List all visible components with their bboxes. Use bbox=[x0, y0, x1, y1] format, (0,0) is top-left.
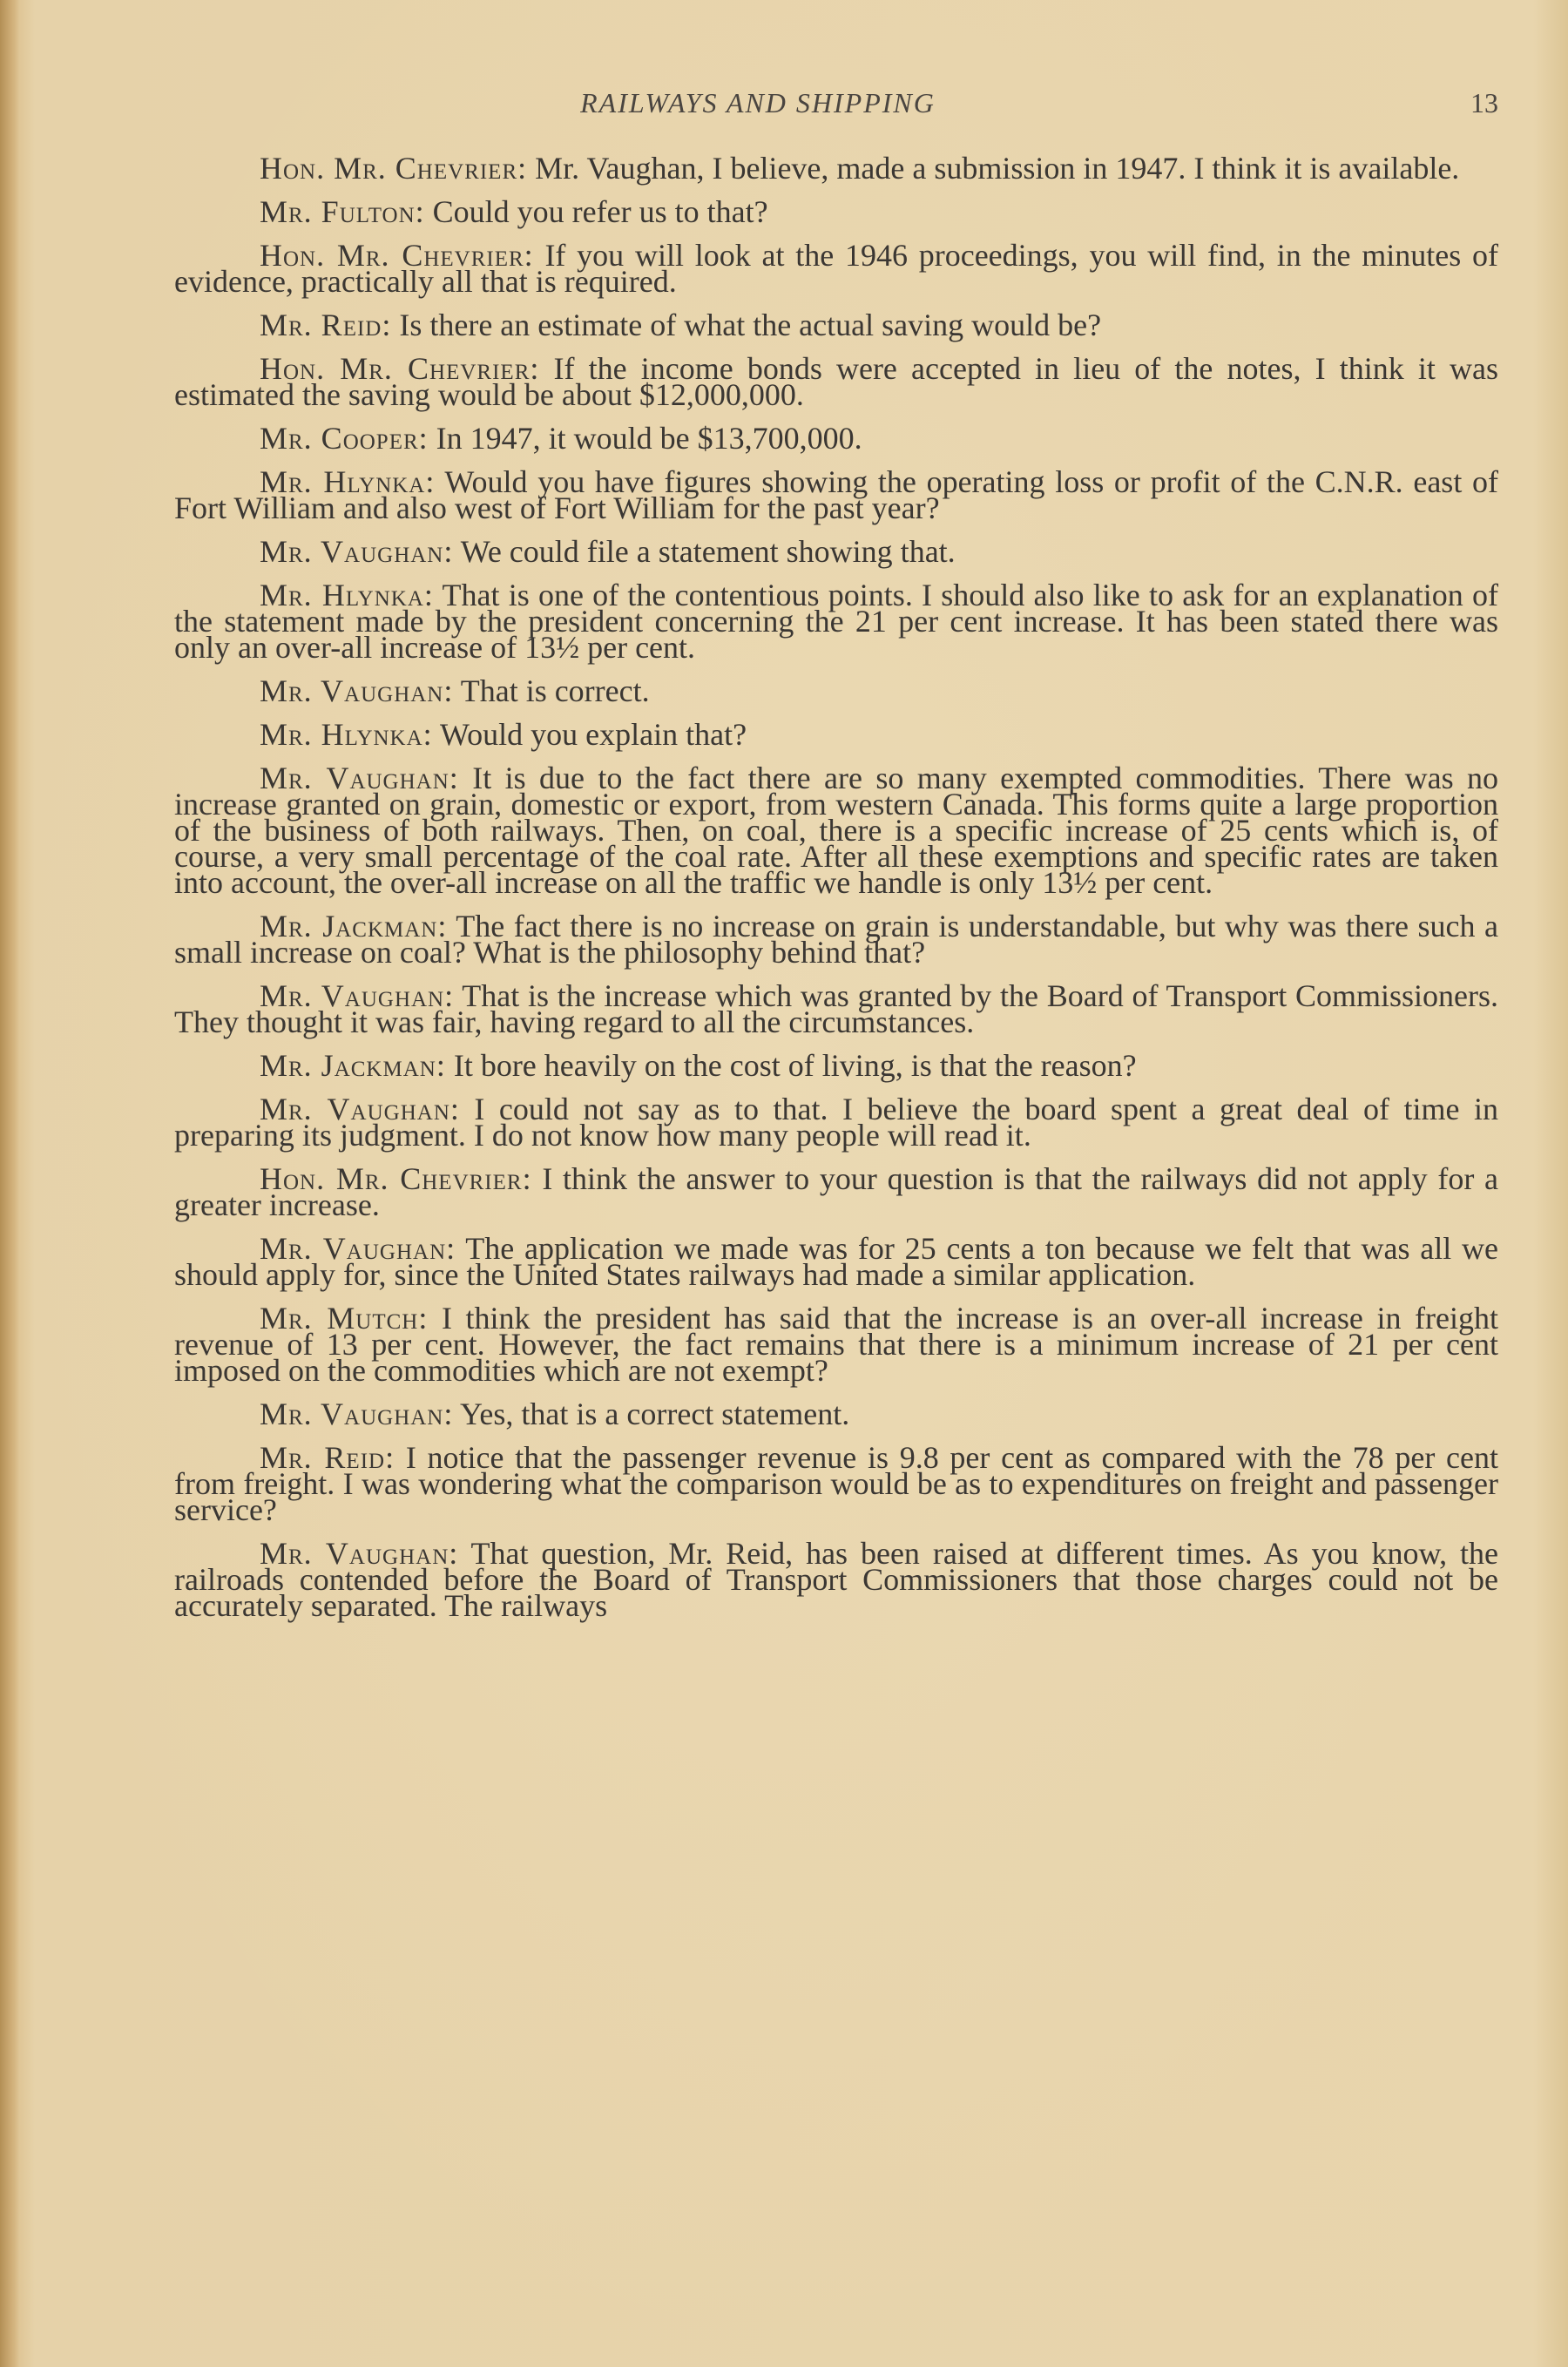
speaker-name: Mr. Reid: bbox=[260, 1440, 395, 1475]
speech-text: That question, Mr. Reid, has been raised at different times. As you know, the railroads contended before the Board of Transport Commissioners that those charges could not be accurately separated. The railways bbox=[174, 1536, 1498, 1623]
transcript-paragraph bbox=[174, 464, 1498, 525]
transcript-paragraph bbox=[174, 151, 1498, 186]
speaker-name: Mr. Vaughan: bbox=[260, 534, 454, 569]
speech-text: The fact there is no increase on grain is understandable, but why was there such a small increase on coal? What is the philosophy behind that? bbox=[174, 909, 1498, 970]
speech-text: That is one of the contentious points. I should also like to ask for an explanation of the statement made by the president concerning the 21 per cent increase. It has been stated there was only an over-all increase of 13½ per cent. bbox=[174, 578, 1498, 665]
speaker-name: Mr. Vaughan: bbox=[260, 978, 455, 1013]
book-spine-shadow bbox=[0, 0, 19, 2367]
transcript-paragraph bbox=[174, 978, 1498, 1039]
speech-text: I think the answer to your question is that the railways did not apply for a greater increase. bbox=[174, 1161, 1499, 1222]
transcript-paragraph bbox=[174, 351, 1498, 412]
speech-text: Could you refer us to that? bbox=[432, 194, 768, 229]
speaker-name: Mr. Vaughan: bbox=[260, 761, 459, 795]
speech-text: I think the president has said that the increase is an over-all increase in freight revenue of 13 per cent. However, the fact remains that there is a minimum increase of 21 per cent imposed on the commodities which are not exempt? bbox=[174, 1301, 1498, 1388]
speaker-name: Mr. Hlynka: bbox=[260, 464, 436, 499]
speaker-name: Mr. Vaughan: bbox=[260, 673, 454, 708]
speaker-name: Mr. Vaughan: bbox=[260, 1231, 456, 1266]
speech-text: If the income bonds were accepted in lieu of the notes, I think it was estimated the saving would be about $12,000,000. bbox=[174, 351, 1498, 412]
speaker-name: Hon. Mr. Chevrier: bbox=[260, 238, 534, 273]
transcript-paragraph bbox=[174, 673, 1498, 708]
speech-text: If you will look at the 1946 proceedings, you will find, in the minutes of evidence, practically all that is required. bbox=[174, 238, 1498, 299]
speaker-name: Hon. Mr. Chevrier: bbox=[260, 1161, 532, 1196]
page-number: 13 bbox=[1470, 87, 1498, 118]
transcript-paragraph bbox=[174, 1161, 1499, 1222]
speech-text: I notice that the passenger revenue is 9.8 per cent as compared with the 78 per cent from freight. I was wondering what the comparison would be as to expenditures on freight and passenger service? bbox=[174, 1440, 1498, 1527]
transcript-paragraph bbox=[174, 1301, 1498, 1388]
speech-text: Would you have figures showing the operating loss or profit of the C.N.R. east of Fort William and also west of Fort William for the past year? bbox=[174, 464, 1498, 525]
speaker-name: Mr. Vaughan: bbox=[260, 1092, 460, 1126]
speaker-name: Mr. Reid: bbox=[260, 308, 392, 342]
speaker-name: Mr. Vaughan: bbox=[260, 1536, 459, 1571]
transcript-paragraph bbox=[174, 1092, 1499, 1153]
speech-text: Mr. Vaughan, I believe, made a submission in 1947. I think it is available. bbox=[535, 151, 1460, 186]
transcript-paragraph bbox=[174, 1048, 1498, 1083]
transcript-paragraph bbox=[174, 238, 1498, 299]
transcript-paragraph bbox=[174, 1440, 1498, 1527]
speech-text: We could file a statement showing that. bbox=[460, 534, 956, 569]
transcript-body bbox=[174, 151, 1499, 1636]
speech-text: Is there an estimate of what the actual saving would be? bbox=[399, 308, 1102, 342]
speech-text: In 1947, it would be $13,700,000. bbox=[436, 421, 862, 456]
transcript-paragraph bbox=[174, 717, 1498, 752]
transcript-paragraph bbox=[174, 1231, 1499, 1292]
transcript-paragraph bbox=[174, 194, 1498, 229]
speech-text: Yes, that is a correct statement. bbox=[460, 1397, 850, 1431]
page-header bbox=[253, 84, 1498, 136]
speaker-name: Mr. Hlynka: bbox=[260, 717, 433, 752]
speech-text: It bore heavily on the cost of living, is that the reason? bbox=[453, 1048, 1137, 1083]
speaker-name: Hon. Mr. Chevrier: bbox=[260, 351, 540, 386]
speech-text: That is the increase which was granted by the Board of Transport Commissioners. They thought it was fair, having regard to all the circumstances. bbox=[174, 978, 1498, 1039]
speaker-name: Mr. Vaughan: bbox=[260, 1397, 454, 1431]
speaker-name: Mr. Hlynka: bbox=[260, 578, 434, 612]
speaker-name: Mr. Mutch: bbox=[260, 1301, 429, 1336]
speaker-name: Hon. Mr. Chevrier: bbox=[260, 151, 528, 186]
speaker-name: Mr. Jackman: bbox=[260, 1048, 446, 1083]
speech-text: That is correct. bbox=[460, 673, 650, 708]
running-title: RAILWAYS AND SHIPPING bbox=[580, 87, 936, 118]
speaker-name: Mr. Jackman: bbox=[260, 909, 448, 943]
transcript-paragraph bbox=[174, 1536, 1498, 1623]
speech-text: I could not say as to that. I believe the board spent a great deal of time in preparing its judgment. I do not know how many people will read it. bbox=[174, 1092, 1499, 1153]
transcript-paragraph bbox=[174, 421, 1498, 456]
transcript-paragraph bbox=[174, 308, 1498, 342]
speech-text: It is due to the fact there are so many exempted commodities. There was no increase granted on grain, domestic or export, from western Canada. This forms quite a large proportion of the business of both railways. Then, on coal, there is a specific increase of 25 cents which is, of course, a very small percentage of the coal rate. After all these exemptions and specific rates are taken into account, the over-all increase on all the traffic we handle is only 13½ per cent. bbox=[174, 761, 1499, 900]
speech-text: Would you explain that? bbox=[440, 717, 747, 752]
speaker-name: Mr. Fulton: bbox=[260, 194, 425, 229]
transcript-paragraph bbox=[174, 534, 1498, 569]
speech-text: The application we made was for 25 cents a ton because we felt that was all we should apply for, since the United States railways had made a similar application. bbox=[174, 1231, 1499, 1292]
speaker-name: Mr. Cooper: bbox=[260, 421, 429, 456]
transcript-paragraph bbox=[174, 578, 1498, 665]
transcript-paragraph bbox=[174, 761, 1499, 900]
transcript-paragraph bbox=[174, 1397, 1498, 1431]
transcript-paragraph bbox=[174, 909, 1498, 970]
